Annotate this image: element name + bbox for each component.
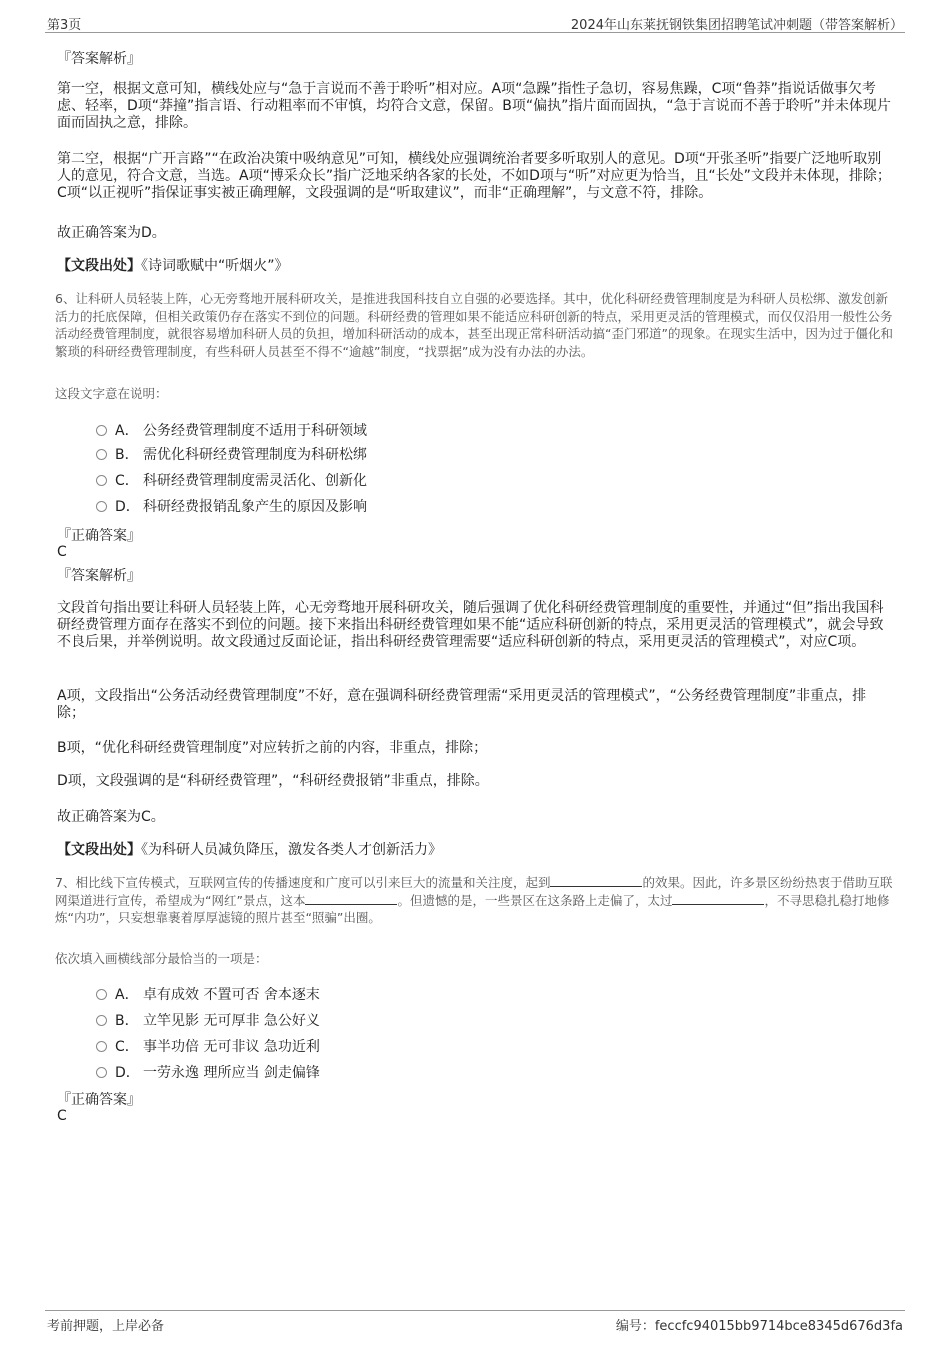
q6-answer: C xyxy=(57,544,67,560)
q7-option-d[interactable] xyxy=(96,1062,320,1082)
option-key: C． xyxy=(115,473,139,489)
option-key: B． xyxy=(115,447,139,463)
radio-icon[interactable] xyxy=(96,1041,107,1052)
fill-blank-2[interactable] xyxy=(305,892,397,905)
page-number: 第3页 xyxy=(47,18,82,33)
q7-stem-part-2: 的效果。因此，许多景区纷纷热衷于借助互联网渠道进行宣传，希望成为“网红”景点，这本 xyxy=(55,875,893,908)
q5-analysis-para-2: 第二空，根据“广开言路”“在政治决策中吸纳意见”可知，横线处应强调统治者要多听取别人的意见。D项“开张圣听”指要广泛地听取别人的意见，符合文意，当选。A项“博采众长”指广泛地采纳各家的长处，不如D项与“听”对应更为恰当，且“长处”文段并未体现，排除；C项“以正视听”指保证事实被正确理解，文段强调的是“听取建议”，而非“正确理解”，与文意不符，排除。 xyxy=(57,151,891,201)
q6-source-text: 《为科研人员减负降压，激发各类人才创新活力》 xyxy=(141,842,442,858)
option-text: 科研经费报销乱象产生的原因及影响 xyxy=(143,499,367,515)
option-key: C． xyxy=(115,1039,139,1055)
q6-source-label: 【文段出处】 xyxy=(57,842,141,858)
document-title: 2024年山东莱抚钢铁集团招聘笔试冲刺题（带答案解析） xyxy=(570,18,903,33)
q7-stem-part-4: ，不寻思稳扎稳打地修炼“内功”，只妄想靠裹着厚厚滤镜的照片甚至“照骗”出圈。 xyxy=(55,892,890,925)
radio-icon[interactable] xyxy=(96,475,107,486)
option-key: B． xyxy=(115,1013,139,1029)
radio-icon[interactable] xyxy=(96,989,107,1000)
option-text: 需优化科研经费管理制度为科研松绑 xyxy=(143,447,367,463)
option-text: 一劳永逸 理所应当 剑走偏锋 xyxy=(143,1065,320,1081)
footer-slogan: 考前押题，上岸必备 xyxy=(47,1319,165,1334)
q6-analysis-para-3: B项，“优化科研经费管理制度”对应转折之前的内容，非重点，排除； xyxy=(57,740,488,756)
option-key: A． xyxy=(115,423,139,439)
option-text: 卓有成效 不置可否 舍本逐末 xyxy=(143,987,320,1003)
option-text: 事半功倍 无可非议 急功近利 xyxy=(143,1039,320,1055)
option-text: 立竿见影 无可厚非 急公好义 xyxy=(143,1013,320,1029)
q5-analysis-para-1: 第一空，根据文意可知，横线处应与“急于言说而不善于聆听”相对应。A项“急躁”指性子急切，容易焦躁，C项“鲁莽”指说话做事欠考虑、轻率，D项“莽撞”指言语、行动粗率而不审慎，均符合文意，保留。B项“偏执”指片面而固执，“急于言说而不善于聆听”并未体现片面而固执之意，排除。 xyxy=(57,81,891,131)
option-key: D． xyxy=(115,499,140,515)
q6-analysis-para-1: 文段首句指出要让科研人员轻装上阵，心无旁骛地开展科研攻关，随后强调了优化科研经费管理制度的重要性，并通过“但”指出我国科研经费管理方面存在落实不到位的问题。接下来指出科研经费管理如果不能“适应科研创新的特点，采用更灵活的管理模式”，就会导致不良后果，并举例说明。故文段通过反面论证，指出科研经费管理需要“适应科研创新的特点，采用更灵活的管理模式”，对应C项。 xyxy=(57,600,884,650)
radio-icon[interactable] xyxy=(96,501,107,512)
fill-blank-1[interactable] xyxy=(550,874,642,887)
q5-source-text: 《诗词歌赋中“听烟火”》 xyxy=(141,258,289,274)
radio-icon[interactable] xyxy=(96,1067,107,1078)
q7-option-b[interactable] xyxy=(96,1010,320,1030)
page-footer xyxy=(45,1310,905,1333)
radio-icon[interactable] xyxy=(96,1015,107,1026)
fill-blank-3[interactable] xyxy=(672,892,764,905)
q5-conclusion: 故正确答案为D。 xyxy=(57,225,166,241)
q7-stem-part-3: 。但遗憾的是，一些景区在这条路上走偏了，太过 xyxy=(397,892,673,908)
q7-answer-label: 『正确答案』 xyxy=(57,1092,141,1108)
q6-option-d[interactable] xyxy=(96,496,367,516)
q6-stem: 6、让科研人员轻装上阵，心无旁骛地开展科研攻关，是推进我国科技自立自强的必要选择。其中，优化科研经费管理制度是为科研人员松绑、激发创新活力的托底保障，但相关政策仍存在落实不到位的问题。科研经费的管理如果不能适应科研创新的特点，采用更灵活的管理模式，而仅仅沿用一般性公务活动经费管理制度，就很容易增加科研人员的负担，增加科研活动的成本，甚至出现正常科研活动搞“歪门邪道”的现象。在现实生活中，因为过于僵化和繁琐的科研经费管理制度，有些科研人员甚至不得不“逾越”制度，“找票据”成为没有办法的办法。 xyxy=(55,291,893,359)
q7-answer: C xyxy=(57,1108,67,1124)
q6-analysis-para-4: D项，文段强调的是“科研经费管理”，“科研经费报销”非重点，排除。 xyxy=(57,773,489,789)
q6-analysis-para-2: A项，文段指出“公务活动经费管理制度”不好，意在强调科研经费管理需“采用更灵活的管理模式”，“公务经费管理制度”非重点，排除； xyxy=(57,688,867,721)
option-key: A． xyxy=(115,987,139,1003)
document-id: 编号：feccfc94015bb9714bce8345d676d3fa xyxy=(615,1319,903,1334)
option-key: D． xyxy=(115,1065,140,1081)
q5-source xyxy=(57,255,289,275)
radio-icon[interactable] xyxy=(96,425,107,436)
q6-source xyxy=(57,839,442,859)
q7-prompt: 依次填入画横线部分最恰当的一项是： xyxy=(55,951,268,966)
q6-option-c[interactable] xyxy=(96,470,367,490)
q7-option-a[interactable] xyxy=(96,984,320,1004)
page-header xyxy=(45,14,905,33)
q7-option-c[interactable] xyxy=(96,1036,320,1056)
q6-prompt: 这段文字意在说明： xyxy=(55,386,168,401)
q5-analysis-label: 『答案解析』 xyxy=(57,51,141,67)
q6-conclusion: 故正确答案为C。 xyxy=(57,809,165,825)
q6-answer-label: 『正确答案』 xyxy=(57,528,141,544)
q7-stem xyxy=(55,874,895,927)
option-text: 科研经费管理制度需灵活化、创新化 xyxy=(143,473,367,489)
q7-stem-part-1: 7、相比线下宣传模式，互联网宣传的传播速度和广度可以引来巨大的流量和关注度，起到 xyxy=(55,875,551,890)
q6-option-b[interactable] xyxy=(96,444,367,464)
q6-option-a[interactable] xyxy=(96,420,367,440)
q5-source-label: 【文段出处】 xyxy=(57,258,141,274)
option-text: 公务经费管理制度不适用于科研领域 xyxy=(143,423,367,439)
radio-icon[interactable] xyxy=(96,449,107,460)
q6-analysis-label: 『答案解析』 xyxy=(57,568,141,584)
